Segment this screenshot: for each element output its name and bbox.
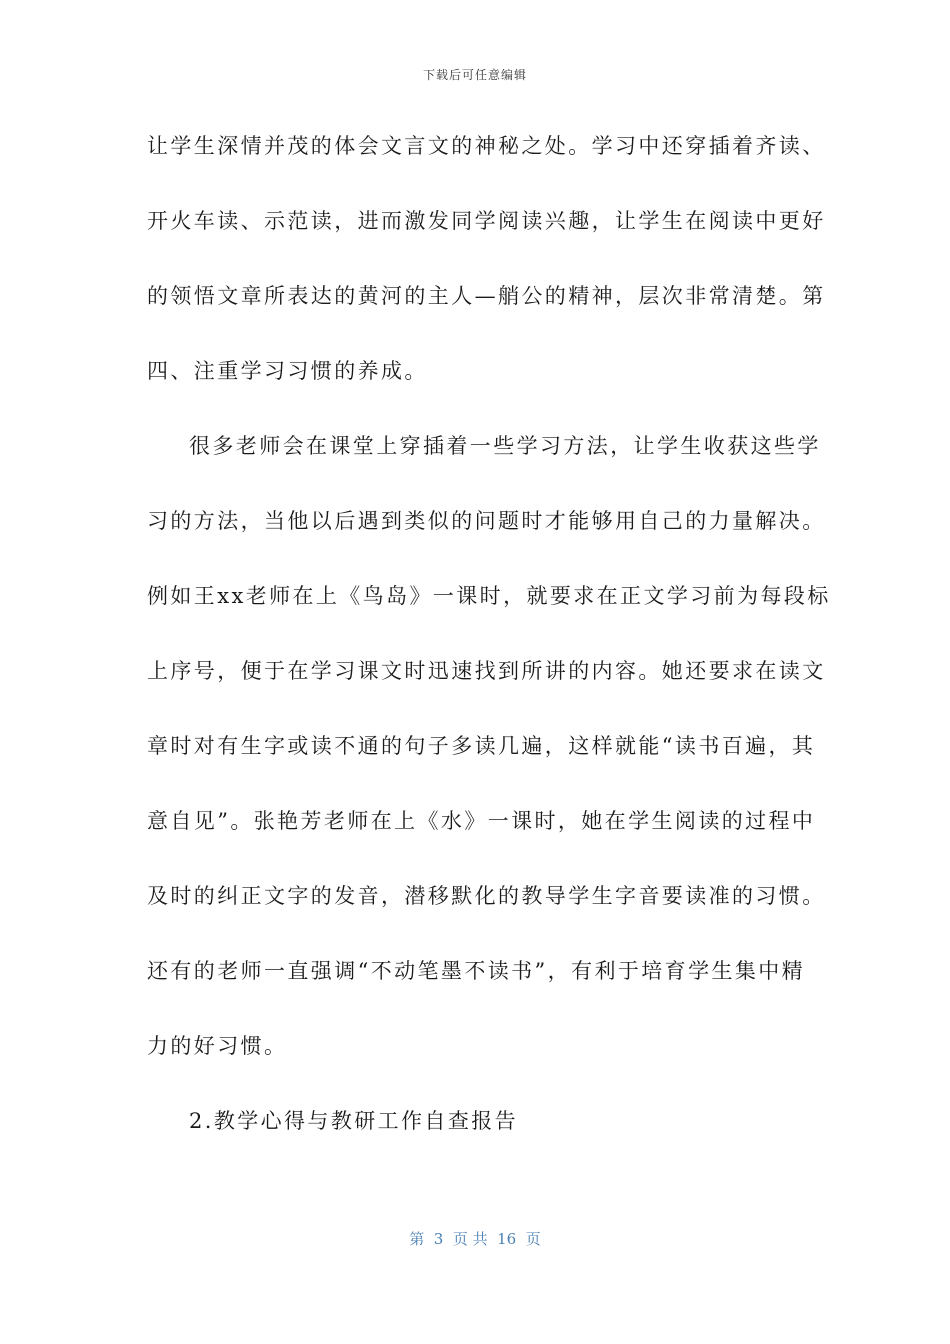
body-line: 章时对有生字或读不通的句子多读几遍，这样就能“读书百遍，其: [147, 734, 816, 758]
document-body: [147, 120, 831, 1170]
body-line: 开火车读、示范读，进而激发同学阅读兴趣，让学生在阅读中更好: [147, 209, 826, 233]
page-header: 下载后可任意编辑: [422, 68, 527, 82]
body-line: 力的好习惯。: [147, 1034, 288, 1058]
page-number-footer: 第 3 页 共 16 页: [409, 1230, 541, 1248]
body-line: 例如王xx老师在上《鸟岛》一课时，就要求在正文学习前为每段标: [147, 584, 831, 608]
body-line: 四、注重学习习惯的养成。: [147, 359, 428, 383]
section-heading: 2.教学心得与教研工作自查报告: [189, 1109, 519, 1133]
body-line: 还有的老师一直强调“不动笔墨不读书”，有利于培育学生集中精: [147, 959, 806, 983]
body-line: 习的方法，当他以后遇到类似的问题时才能够用自己的力量解决。: [147, 509, 826, 533]
body-line: 意自见”。张艳芳老师在上《水》一课时，她在学生阅读的过程中: [147, 809, 816, 833]
body-line: 让学生深情并茂的体会文言文的神秘之处。学习中还穿插着齐读、: [147, 134, 826, 158]
body-line: 的领悟文章所表达的黄河的主人—艄公的精神，层次非常清楚。第: [147, 284, 826, 308]
body-line: 上序号，便于在学习课文时迅速找到所讲的内容。她还要求在读文: [147, 659, 826, 683]
paragraph-first-line: 很多老师会在课堂上穿插着一些学习方法，让学生收获这些学: [189, 434, 821, 458]
body-line: 及时的纠正文字的发音，潜移默化的教导学生字音要读准的习惯。: [147, 884, 826, 908]
